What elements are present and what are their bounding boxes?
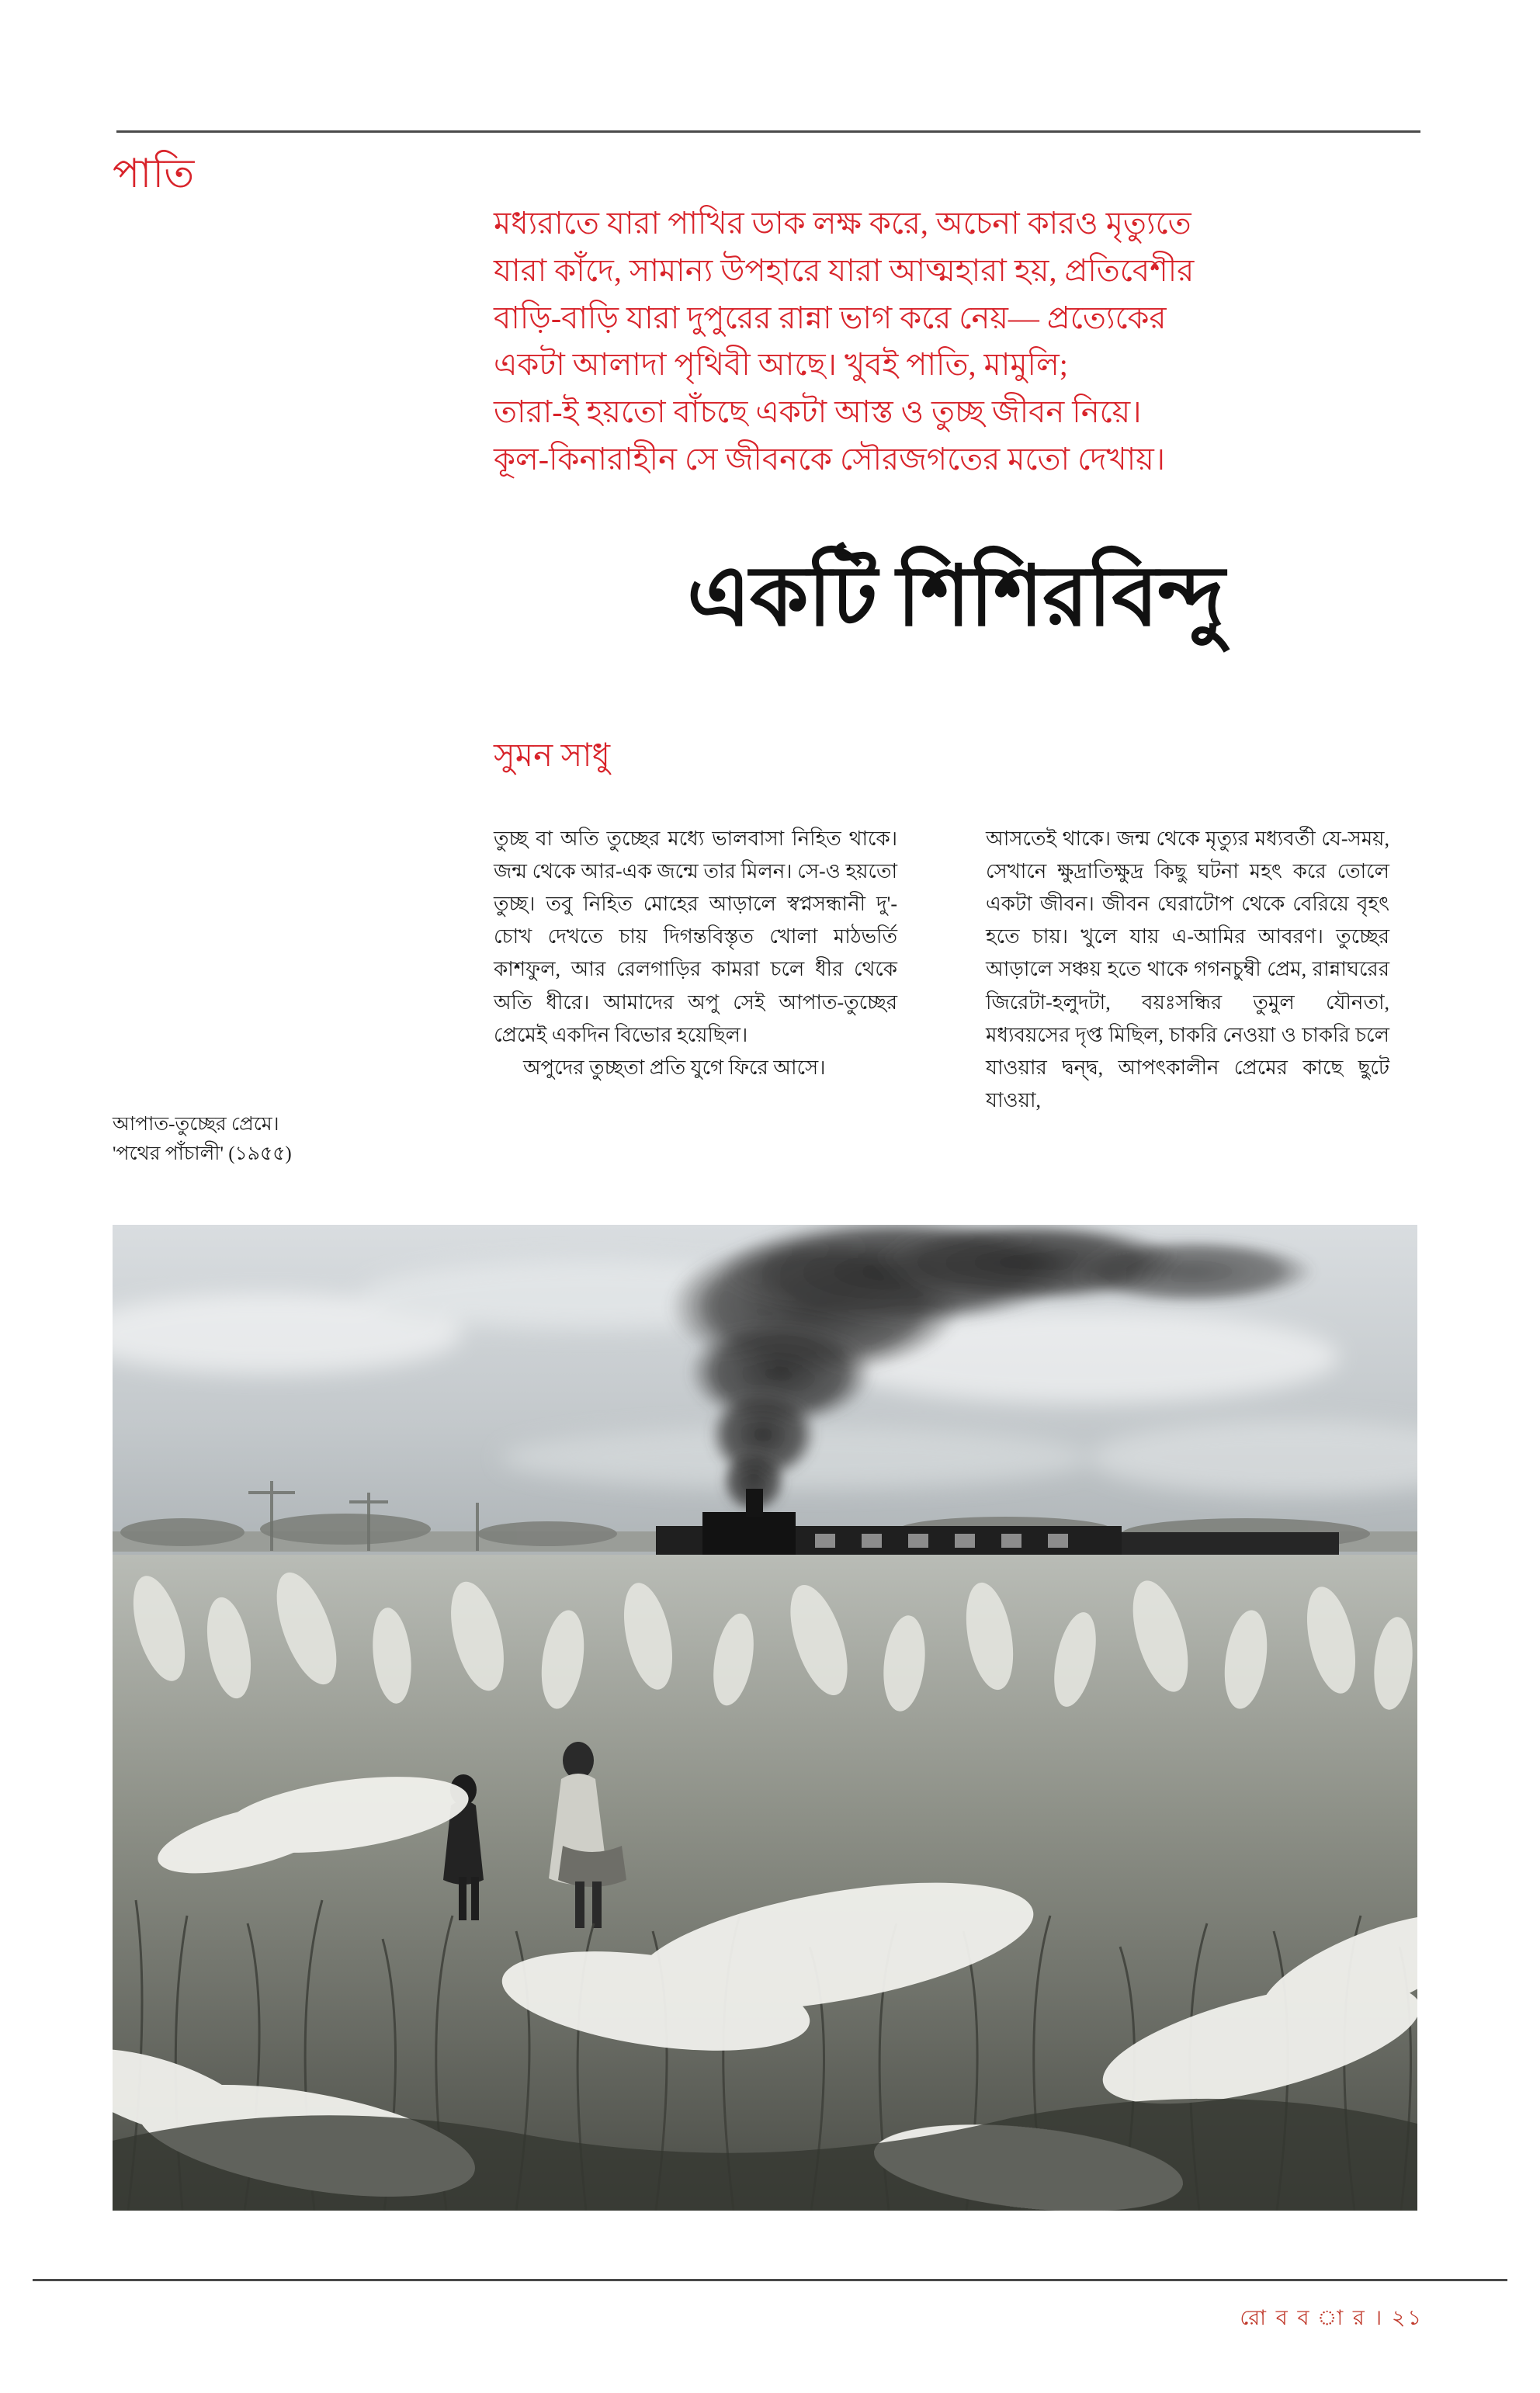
article-headline: একটি শিশিরবিন্দু xyxy=(686,551,1225,643)
body-paragraph: আসতেই থাকে। জন্ম থেকে মৃত্যুর মধ্যবর্তী যে-সময়, সেখানে ক্ষুদ্রাতিক্ষুদ্র কিছু ঘটনা মহৎ করে তোলে একটা জীবন। জীবন ঘেরাটোপ থেকে বেরিয়ে বৃহৎ হতে চায়। খুলে যায় এ-আমির আবরণ। তুচ্ছের আড়ালে সঞ্চয় হতে থাকে গগনচুম্বী প্রেম, রান্নাঘরের জিরেটা-হলুদটা, বয়ঃসন্ধির তুমুল যৌনতা, মধ্যবয়সের দৃপ্ত মিছিল, চাকরি নেওয়া ও চাকরি চলে যাওয়ার দ্বন্দ্ব, আপৎকালীন প্রেমের কাছে ছুটে যাওয়া, xyxy=(986,827,1389,1112)
standfirst-line: বাড়ি-বাড়ি যারা দুপুরের রান্না ভাগ করে নেয়— প্রত্যেকের xyxy=(494,300,1167,335)
standfirst-line: কূল-কিনারাহীন সে জীবনকে সৌরজগতের মতো দেখায়। xyxy=(494,441,1166,477)
body-column-right xyxy=(986,823,1389,1117)
page-folio: রো ব ব া র । ২১ xyxy=(1240,2306,1424,2329)
standfirst-line: যারা কাঁদে, সামান্য উপহারে যারা আত্মহারা হয়, প্রতিবেশীর xyxy=(494,252,1195,288)
standfirst-line: মধ্যরাতে যারা পাখির ডাক লক্ষ করে, অচেনা কারও মৃত্যুতে xyxy=(494,206,1191,241)
article-byline: সুমন সাধু xyxy=(494,738,611,774)
photo-illustration xyxy=(113,1225,1417,2211)
standfirst-line: তারা-ই হয়তো বাঁচছে একটা আস্ত ও তুচ্ছ জীবন নিয়ে। xyxy=(494,394,1142,430)
bottom-divider-rule xyxy=(33,2279,1507,2281)
photo-caption-line-2: 'পথের পাঁচালী' (১৯৫৫) xyxy=(113,1143,292,1164)
body-paragraph: অপুদের তুচ্ছতা প্রতি যুগে ফিরে আসে। xyxy=(523,1056,826,1079)
body-column-left xyxy=(494,823,897,1084)
top-divider-rule xyxy=(116,130,1420,133)
photo-caption-line-1: আপাত-তুচ্ছের প্রেমে। xyxy=(113,1114,279,1135)
standfirst-line: একটা আলাদা পৃথিবী আছে। খুবই পাতি, মামুলি; xyxy=(494,347,1068,383)
body-paragraph: তুচ্ছ বা অতি তুচ্ছের মধ্যে ভালবাসা নিহিত থাকে। জন্ম থেকে আর-এক জন্মে তার মিলন। সে-ও হয়তো তুচ্ছ। তবু নিহিত মোহের আড়ালে স্বপ্নসন্ধানী দু'-চোখ দেখতে চায় দিগন্তবিস্তৃত খোলা মাঠভর্তি কাশফুল, আর রেলগাড়ির কামরা চলে ধীর থেকে অতি ধীরে। আমাদের অপু সেই আপাত-তুচ্ছের প্রেমেই একদিন বিভোর হয়েছিল। xyxy=(494,827,897,1046)
section-kicker: পাতি xyxy=(113,152,196,196)
pather-panchali-photo xyxy=(113,1225,1417,2211)
photo-caption xyxy=(113,1110,446,1168)
standfirst-intro xyxy=(494,200,1417,484)
